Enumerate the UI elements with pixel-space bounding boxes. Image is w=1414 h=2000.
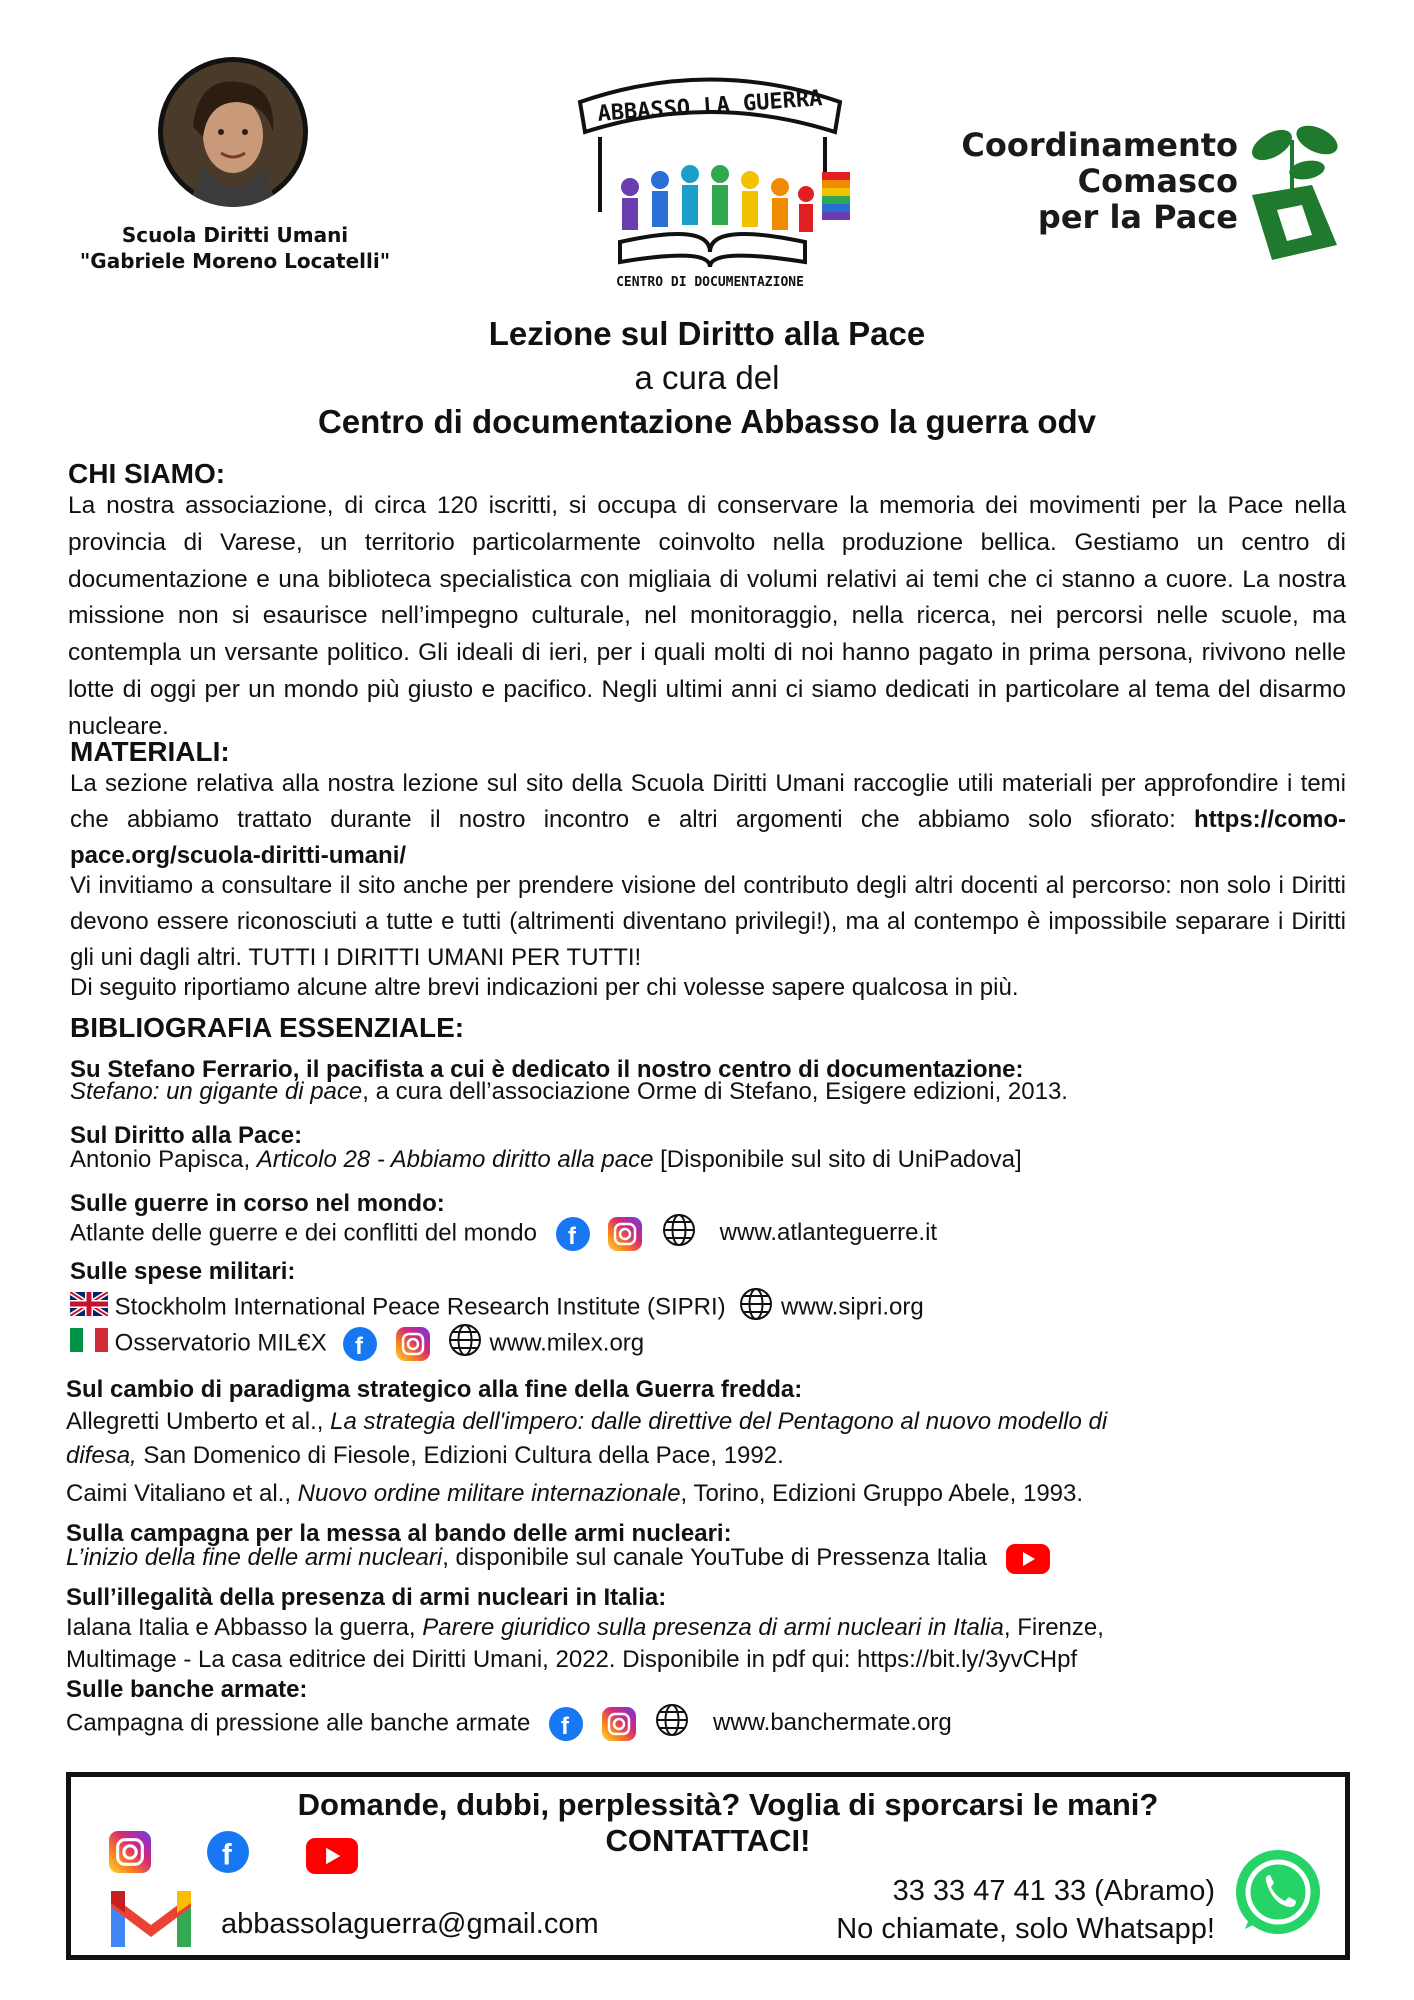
bando-heading: Sulla campagna per la messa al bando delle armi nucleari:: [66, 1520, 732, 1547]
pace-title: Articolo 28 - Abbiamo diritto alla pace: [256, 1146, 654, 1173]
pace-heading: Sul Diritto alla Pace:: [70, 1122, 303, 1149]
facebook-icon[interactable]: [343, 1327, 377, 1361]
ialana-title: Parere giuridico sulla presenza di armi nucleari in Italia: [422, 1614, 1004, 1641]
pace-entry: [70, 1144, 1022, 1175]
logo-caption-text: CENTRO DI DOCUMENTAZIONE: [616, 275, 804, 290]
ferrario-heading: Su Stefano Ferrario, il pacifista a cui è dedicato il nostro centro di documentazione:: [70, 1056, 1024, 1083]
instagram-icon[interactable]: [109, 1831, 151, 1873]
allegretti-author: Allegretti Umberto et al.,: [66, 1408, 331, 1435]
globe-icon[interactable]: [661, 1212, 697, 1256]
lesson-title: Lezione sul Diritto alla Pace: [488, 315, 926, 352]
chi-siamo-text: La nostra associazione, di circa 120 iscritti, si occupa di conservare la memoria dei movimenti per la Pace nella provincia di Varese, un territorio particolarmente coinvolto nella produzione bellica. Gestiamo un centro di documentazione e una biblioteca specialistica con migliaia di volumi relativi ai temi che ci stanno a cuore. La nostra missione non si esaurisce nell’impegno culturale, nel monitoraggio, nella ricerca, nei percorsi nelle scuole, ma contempla un versante politico. Gli ideali di ieri, per i quali molti di noi hanno pagato in prima persona, rivivono nelle lotte di oggi per un mondo più giusto e pacifico. Negli ultimi anni ci siamo dedicati in particolare al tema del disarmo nucleare.: [68, 492, 1346, 740]
uk-flag-icon: [70, 1292, 108, 1324]
facebook-icon[interactable]: [556, 1217, 590, 1251]
svg-text:f: f: [355, 1333, 364, 1360]
allegretti-rest: San Domenico di Fiesole, Edizioni Cultura della Pace, 1992.: [136, 1442, 784, 1469]
materiali-text1: [70, 766, 1346, 874]
materiali-text3: Di seguito riportiamo alcune altre brevi indicazioni per chi volesse sapere qualcosa in più.: [70, 974, 1019, 1001]
ialana-entry-line1: [66, 1612, 1104, 1643]
bibliografia-heading: BIBLIOGRAFIA ESSENZIALE:: [70, 1012, 465, 1043]
banche-heading: Sulle banche armate:: [66, 1676, 308, 1703]
coord-line1: Coordinamento: [961, 126, 1238, 164]
pace-rest: [Disponibile sul sito di UniPadova]: [653, 1146, 1022, 1173]
center-name: Centro di documentazione Abbasso la guerra odv: [317, 403, 1097, 440]
ferrario-rest: , a cura dell’associazione Orme di Stefano, Esigere edizioni, 2013.: [362, 1078, 1068, 1105]
ferrario-title: Stefano: un gigante di pace: [70, 1078, 363, 1105]
allegretti-entry-line1: [66, 1406, 1107, 1437]
logo-banner-text: ABBASSO LA GUERRA: [596, 86, 824, 127]
chi-siamo-heading: CHI SIAMO:: [68, 458, 226, 489]
spese-heading: Sulle spese militari:: [70, 1258, 296, 1285]
svg-text:f: f: [222, 1838, 233, 1872]
instagram-icon[interactable]: [608, 1217, 642, 1251]
title-block: [0, 312, 1414, 444]
globe-icon[interactable]: [654, 1702, 690, 1746]
contact-email[interactable]: abbassolaguerra@gmail.com: [221, 1908, 599, 1940]
milex-link[interactable]: www.milex.org: [489, 1329, 645, 1357]
italy-flag-icon: [70, 1328, 108, 1360]
instagram-icon[interactable]: [602, 1707, 636, 1741]
people-figures: [621, 165, 814, 232]
youtube-icon[interactable]: [1006, 1544, 1050, 1574]
gmail-icon[interactable]: [109, 1885, 193, 1956]
contact-phone: 33 33 47 41 33 (Abramo): [892, 1875, 1215, 1907]
ialana-author: Ialana Italia e Abbasso la guerra,: [66, 1614, 423, 1641]
contact-cta: CONTATTACI!: [605, 1823, 811, 1858]
contact-note: No chiamate, solo Whatsapp!: [836, 1913, 1215, 1945]
contact-question: Domande, dubbi, perplessità? Voglia di sporcarsi le mani?: [297, 1787, 1159, 1822]
school-name: [60, 222, 410, 274]
school-line1: Scuola Diritti Umani: [121, 223, 349, 247]
school-line2: "Gabriele Moreno Locatelli": [79, 249, 391, 273]
bando-rest: , disponibile sul canale YouTube di Pressenza Italia: [442, 1544, 988, 1571]
allegretti-title: La strategia dell'impero: dalle direttive del Pentagono al nuovo modello di: [330, 1408, 1108, 1435]
caimi-title: Nuovo ordine militare internazionale: [297, 1480, 681, 1507]
globe-icon[interactable]: [447, 1322, 483, 1366]
banche-text: Campagna di pressione alle banche armate: [66, 1709, 531, 1737]
sipri-link[interactable]: www.sipri.org: [780, 1293, 924, 1321]
coordinamento-logo: [960, 115, 1350, 265]
materiali-intro: La sezione relativa alla nostra lezione sul sito della Scuola Diritti Umani raccoglie utili materiali per approfondire i temi che abbiamo trattato durante il nostro incontro e altri argomenti che abbiamo solo sfiorato:: [70, 770, 1346, 833]
banche-entry: [66, 1702, 952, 1746]
materiali-link[interactable]: https://como-pace.org/scuola-diritti-umani/: [70, 806, 1346, 869]
lesson-subtitle: a cura del: [634, 359, 780, 396]
illegalita-heading: Sull’illegalità della presenza di armi nucleari in Italia:: [66, 1584, 667, 1611]
coord-line3: per la Pace: [1037, 198, 1238, 236]
caimi-author: Caimi Vitaliano et al.,: [66, 1480, 298, 1507]
contact-box: [66, 1772, 1350, 1960]
guerre-heading: Sulle guerre in corso nel mondo:: [70, 1190, 445, 1217]
pace-author: Antonio Papisca,: [70, 1146, 257, 1173]
paradigma-heading: Sul cambio di paradigma strategico alla fine della Guerra fredda:: [66, 1376, 803, 1403]
facebook-icon[interactable]: [207, 1831, 249, 1873]
facebook-icon[interactable]: [549, 1707, 583, 1741]
caimi-rest: , Torino, Edizioni Gruppo Abele, 1993.: [680, 1480, 1084, 1507]
materiali-text2: Vi invitiamo a consultare il sito anche per prendere visione del contributo degli altri docenti al percorso: non solo i Diritti devono essere riconosciuti a tutte e tutti (altrimenti diventano privilegi!), ma al contempo è impossibile separare i Diritti gli uni dagli altri. TUTTI I DIRITTI UMANI PER TUTTI!: [70, 872, 1346, 971]
ialana-entry-line2: Multimage - La casa editrice dei Diritti Umani, 2022. Disponibile in pdf qui: https://bit.ly/3yvCHpf: [66, 1646, 1078, 1673]
ferrario-entry: [70, 1076, 1068, 1107]
ialana-rest: , Firenze,: [1003, 1614, 1104, 1641]
milex-text: Osservatorio MIL€X: [114, 1329, 327, 1357]
whatsapp-icon[interactable]: [1231, 1845, 1325, 1944]
guerre-text: Atlante delle guerre e dei conflitti del mondo: [70, 1219, 537, 1247]
school-avatar: [158, 57, 308, 207]
atlanteguerre-link[interactable]: www.atlanteguerre.it: [719, 1219, 938, 1247]
allegretti-entry-line2: [66, 1440, 784, 1471]
abbasso-la-guerra-logo: [560, 62, 860, 300]
svg-text:f: f: [560, 1713, 569, 1740]
banchermate-link[interactable]: www.banchermate.org: [712, 1709, 952, 1737]
svg-text:f: f: [567, 1223, 576, 1250]
globe-plant-icon: [1232, 115, 1350, 265]
youtube-icon[interactable]: [306, 1838, 358, 1874]
sipri-text: Stockholm International Peace Research Institute (SIPRI): [114, 1293, 726, 1321]
guerre-entry: [70, 1212, 937, 1256]
globe-icon[interactable]: [738, 1286, 774, 1330]
portrait-image: [158, 57, 308, 207]
caimi-entry: [66, 1478, 1083, 1509]
bando-title: L’inizio della fine delle armi nucleari: [66, 1544, 443, 1571]
coord-line2: Comasco: [1077, 162, 1238, 200]
coord-text: [960, 127, 1238, 235]
milex-entry: [70, 1322, 644, 1366]
materiali-heading: MATERIALI:: [70, 736, 230, 767]
instagram-icon[interactable]: [396, 1327, 430, 1361]
allegretti-title-end: difesa,: [66, 1442, 137, 1469]
bando-entry: [66, 1542, 1050, 1574]
